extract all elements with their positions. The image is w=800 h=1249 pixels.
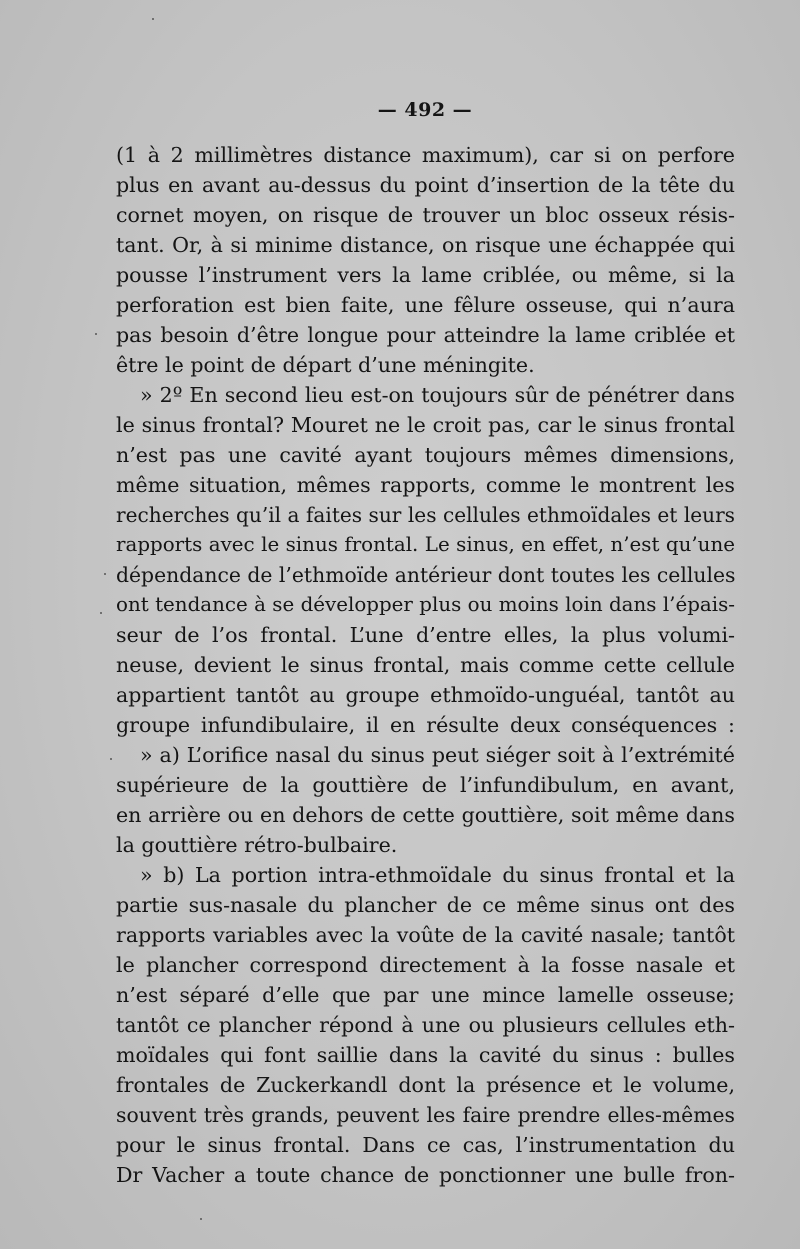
text-line: recherches qu’il a faites sur les cellules ethmoïdales et leurs [116, 503, 735, 527]
text-line: (1 à 2 millimètres distance maximum), car si on perfore [116, 143, 735, 167]
page-number: — 492 — [377, 99, 473, 121]
text-line: neuse, devient le sinus frontal, mais comme cette cellule [116, 653, 735, 677]
text-line: pousse l’instrument vers la lame criblée, ou même, si la [116, 263, 735, 287]
text-line: plus en avant au-dessus du point d’insertion de la tête du [116, 173, 735, 197]
text-line: même situation, mêmes rapports, comme le montrent les [116, 473, 735, 497]
text-line: dépendance de l’ethmoïde antérieur dont toutes les cellules [116, 563, 736, 587]
text-line: Dr Vacher a toute chance de ponctionner une bulle fron- [116, 1163, 735, 1187]
paper-speck [95, 333, 97, 335]
text-line: n’est séparé d’elle que par une mince lamelle osseuse; [116, 983, 735, 1007]
text-line: le plancher correspond directement à la fosse nasale et [116, 953, 735, 977]
text-line: tant. Or, à si minime distance, on risque une échappée qui [116, 233, 735, 257]
paper-speck [100, 612, 102, 614]
text-line: rapports avec le sinus frontal. Le sinus, en effet, n’est qu’une [116, 533, 735, 556]
text-line: être le point de départ d’une méningite. [116, 353, 535, 377]
text-line: le sinus frontal? Mouret ne le croit pas, car le sinus frontal [116, 413, 735, 437]
text-line: » a) L’orifice nasal du sinus peut siéger soit à l’extrémité [140, 743, 735, 767]
text-line: » 2º En second lieu est-on toujours sûr de pénétrer dans [140, 383, 735, 407]
text-line: supérieure de la gouttière de l’infundibulum, en avant, [116, 773, 735, 797]
text-line: la gouttière rétro-bulbaire. [116, 833, 398, 857]
text-line: ont tendance à se développer plus ou moins loin dans l’épais- [116, 593, 735, 616]
text-line: pour le sinus frontal. Dans ce cas, l’instrumentation du [116, 1133, 735, 1157]
text-line: groupe infundibulaire, il en résulte deux conséquences : [116, 713, 735, 737]
paper-speck [104, 573, 106, 575]
paper-speck [152, 18, 154, 20]
text-line: cornet moyen, on risque de trouver un bloc osseux résis- [116, 203, 735, 227]
text-line: rapports variables avec la voûte de la cavité nasale; tantôt [116, 923, 735, 947]
text-line: perforation est bien faite, une fêlure osseuse, qui n’aura [116, 293, 735, 317]
text-line: souvent très grands, peuvent les faire prendre elles-mêmes [116, 1103, 735, 1127]
text-line: seur de l’os frontal. L’une d’entre elles, la plus volumi- [116, 623, 735, 647]
text-line: n’est pas une cavité ayant toujours mêmes dimensions, [116, 443, 735, 467]
paper-speck [110, 758, 112, 760]
text-line: en arrière ou en dehors de cette gouttière, soit même dans [116, 803, 735, 827]
text-line: partie sus-nasale du plancher de ce même sinus ont des [116, 893, 735, 917]
text-line: tantôt ce plancher répond à une ou plusieurs cellules eth- [116, 1013, 735, 1037]
text-line: frontales de Zuckerkandl dont la présence et le volume, [116, 1073, 735, 1097]
text-line: moïdales qui font saillie dans la cavité du sinus : bulles [116, 1043, 735, 1067]
text-line: » b) La portion intra-ethmoïdale du sinus frontal et la [140, 863, 735, 887]
text-line: appartient tantôt au groupe ethmoïdo-unguéal, tantôt au [116, 683, 735, 707]
paper-speck [200, 1218, 202, 1220]
text-line: pas besoin d’être longue pour atteindre la lame criblée et [116, 323, 735, 347]
body-text [116, 140, 735, 1190]
